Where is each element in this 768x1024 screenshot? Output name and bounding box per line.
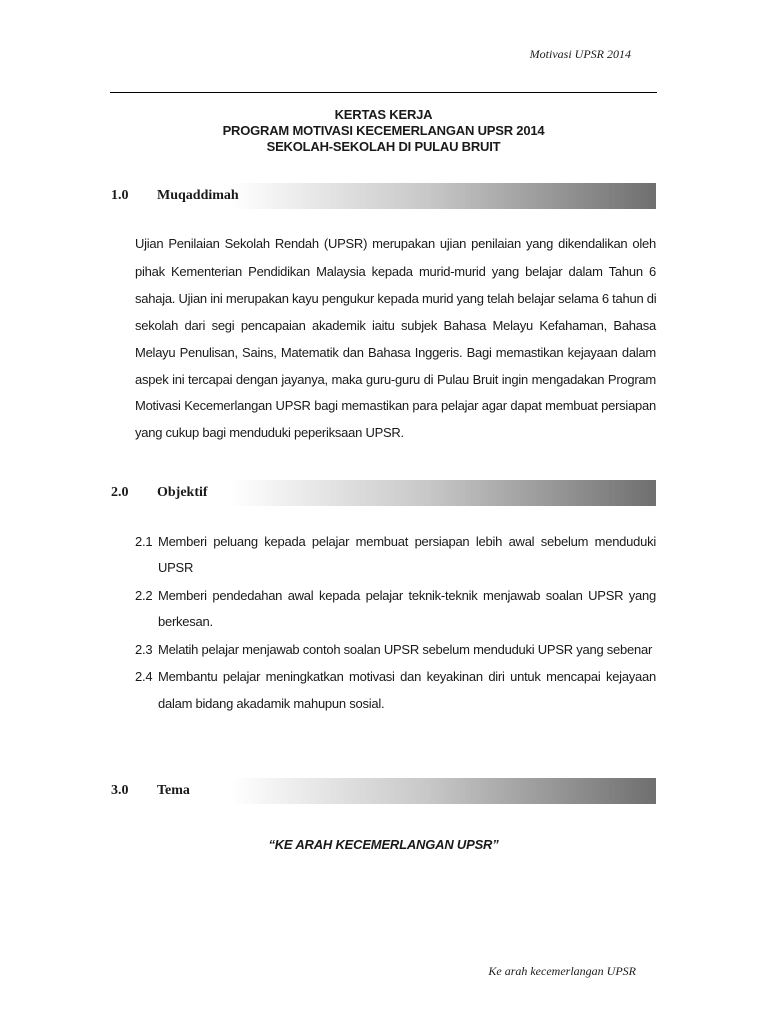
objective-text: dalam bidang akadamik mahupun sosial. [158,696,385,711]
running-header: Motivasi UPSR 2014 [529,47,631,61]
objective-text: UPSR [158,560,194,575]
theme-text: “KE ARAH KECEMERLANGAN UPSR” [268,837,499,852]
paragraph-line: Motivasi Kecemerlangan UPSR bagi memastikan para pelajar agar dapat membuat persiapan [135,398,656,413]
objective-text: berkesan. [158,614,213,629]
document-title-line-1: KERTAS KERJA [334,107,433,122]
paragraph-line: yang cukup bagi menduduki peperiksaan UPSR. [135,425,404,440]
section-number: 2.0 [111,485,129,500]
objective-text: Melatih pelajar menjawab contoh soalan UPSR sebelum menduduki UPSR yang sebenar [158,642,653,657]
running-footer: Ke arah kecemerlangan UPSR [488,964,636,978]
section-number: 1.0 [111,188,129,203]
objective-text: Memberi pendedahan awal kepada pelajar teknik-teknik menjawab soalan UPSR yang [158,588,656,603]
paragraph-line: Melayu Penulisan, Sains, Matematik dan Bahasa Inggeris. Bagi memastikan kejayaan dalam [135,345,656,360]
header-rule [110,92,657,93]
document-title-line-2: PROGRAM MOTIVASI KECEMERLANGAN UPSR 2014 [222,123,545,138]
objective-number: 2.1 [135,534,153,549]
paragraph-line: sekolah dari segi pencapaian akademik iaitu subjek Bahasa Melayu Kefahaman, Bahasa [135,318,656,333]
paragraph-line: aspek ini tercapai dengan jayanya, maka guru-guru di Pulau Bruit ingin mengadakan Program [135,372,656,387]
paragraph-line: Ujian Penilaian Sekolah Rendah (UPSR) merupakan ujian penilaian yang dikendalikan oleh [135,236,656,251]
objective-number: 2.2 [135,588,153,603]
paragraph-line: pihak Kementerian Pendidikan Malaysia kepada murid-murid yang belajar dalam Tahun 6 [135,264,656,279]
section-number: 3.0 [111,783,129,798]
document-title-line-3: SEKOLAH-SEKOLAH DI PULAU BRUIT [266,139,501,154]
section-title: Objektif [157,485,208,500]
objective-text: Memberi peluang kepada pelajar membuat persiapan lebih awal sebelum menduduki [158,534,656,549]
section-heading-bar [110,778,656,804]
paragraph-line: sahaja. Ujian ini merupakan kayu pengukur kepada murid yang telah belajar selama 6 tahun di [135,291,657,306]
objective-number: 2.4 [135,669,153,684]
objective-number: 2.3 [135,642,153,657]
objective-text: Membantu pelajar meningkatkan motivasi dan keyakinan diri untuk mencapai kejayaan [158,669,656,684]
section-title: Muqaddimah [157,188,239,203]
section-title: Tema [157,783,190,798]
